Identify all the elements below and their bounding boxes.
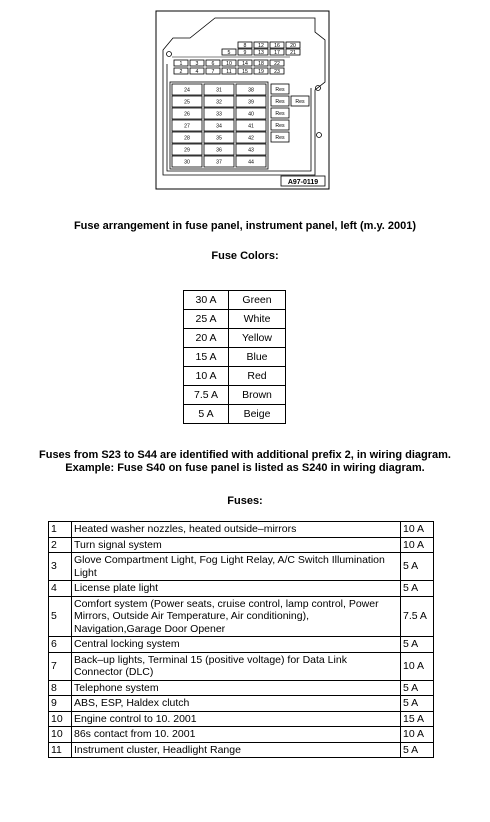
fuse-amperage: 10 A [401,652,434,680]
fuse-panel-drawing [155,10,330,190]
large-fuse-label: 41 [248,123,254,130]
small-fuse-label: 2 [179,69,183,75]
fuse-color-row [184,310,286,329]
fuse-color-row [184,405,286,424]
fuse-color-amperage: 25 A [184,310,229,329]
small-fuse-label: 19 [258,69,264,75]
reserve-label: Res [275,123,285,129]
fuse-row [49,553,434,581]
small-fuse-label: 4 [195,69,199,75]
mount-hole [317,133,322,138]
fuse-color-row [184,386,286,405]
large-fuse-label: 42 [248,135,254,142]
fuse-number: 10 [49,727,72,743]
small-fuse-label: 3 [195,61,199,67]
fuse-colors-title: Fuse Colors: [211,250,279,262]
fuse-description: Back–up lights, Terminal 15 (positive voltage) for Data Link Connector (DLC) [72,652,401,680]
fuse-color-name: Green [229,291,286,310]
small-fuse-label: 15 [242,69,248,75]
small-fuse-label: 6 [211,61,215,67]
fuse-number: 11 [49,742,72,758]
fuse-table [48,521,434,758]
small-fuse-label: 22 [274,61,280,67]
fuse-color-row [184,367,286,386]
fuse-row [49,537,434,553]
small-fuse-label: 11 [226,69,232,75]
fuse-number: 9 [49,696,72,712]
fuse-amperage: 5 A [401,581,434,597]
fuse-color-name: Brown [229,386,286,405]
fuse-amperage: 10 A [401,727,434,743]
reserve-label: Res [295,99,305,105]
fuse-amperage: 10 A [401,537,434,553]
reserve-label: Res [275,111,285,117]
fuse-color-amperage: 20 A [184,329,229,348]
fuse-row [49,680,434,696]
fuse-color-amperage: 30 A [184,291,229,310]
fuse-color-amperage: 7.5 A [184,386,229,405]
small-fuse-label: 9 [243,50,247,56]
fuse-amperage: 5 A [401,637,434,653]
fuse-amperage: 5 A [401,696,434,712]
fuse-amperage: 5 A [401,680,434,696]
small-fuse-label: 16 [274,43,280,49]
fuse-number: 3 [49,553,72,581]
small-fuse-label: 23 [274,69,280,75]
reserve-label: Res [275,99,285,105]
small-fuse-label: 20 [290,43,296,49]
small-fuse-label: 7 [211,69,215,75]
fuse-description: License plate light [72,581,401,597]
fuse-description: ABS, ESP, Haldex clutch [72,696,401,712]
large-fuse-label: 32 [216,99,222,106]
fuse-row [49,581,434,597]
fuse-color-name: Blue [229,348,286,367]
fuse-number: 5 [49,596,72,637]
large-fuse-label: 43 [248,147,254,154]
small-fuse-label: 12 [258,43,264,49]
small-fuse-label: 17 [274,50,280,56]
fuse-colors-table [183,290,286,424]
small-fuse-label: 1 [179,61,183,67]
prefix-note [0,449,490,475]
fuse-description: Comfort system (Power seats, cruise control, lamp control, Power Mirrors, Outside Air Temperature, Air conditioning), Navigation,Garage Door Opener [72,596,401,637]
fuse-row [49,696,434,712]
small-fuse-label: 21 [290,50,296,56]
fuse-number: 6 [49,637,72,653]
large-fuse-label: 40 [248,111,254,118]
fuse-color-row [184,329,286,348]
large-fuse-label: 25 [184,99,190,106]
fuse-number: 8 [49,680,72,696]
large-fuse-label: 39 [248,99,254,106]
prefix-note-line-1: Fuses from S23 to S44 are identified with additional prefix 2, in wiring diagram. [39,449,451,461]
fuse-row [49,596,434,637]
fuse-description: Engine control to 10. 2001 [72,711,401,727]
mount-hole [167,52,172,57]
small-fuse-label: 5 [227,50,231,56]
fuse-row [49,637,434,653]
fuse-color-name: Red [229,367,286,386]
diagram-caption: Fuse arrangement in fuse panel, instrument panel, left (m.y. 2001) [73,220,417,232]
large-fuse-label: 36 [216,147,222,154]
large-fuse-label: 34 [216,123,222,130]
large-fuse-label: 38 [248,87,254,94]
fuse-panel-diagram [155,10,330,190]
fuse-color-amperage: 10 A [184,367,229,386]
fuse-color-name: White [229,310,286,329]
small-fuse-label: 18 [258,61,264,67]
fuse-number: 4 [49,581,72,597]
fuse-description: 86s contact from 10. 2001 [72,727,401,743]
small-fuse-label: 14 [242,61,248,67]
small-fuse-label: 10 [226,61,232,67]
fuse-row [49,522,434,538]
small-fuse-label: 8 [243,43,247,49]
fuse-number: 7 [49,652,72,680]
large-fuse-label: 37 [216,159,222,166]
fuse-color-amperage: 15 A [184,348,229,367]
fuse-row [49,742,434,758]
fuse-description: Telephone system [72,680,401,696]
fuse-number: 1 [49,522,72,538]
small-fuse-label: 13 [258,50,264,56]
fuse-row [49,711,434,727]
fuse-row [49,727,434,743]
fuse-amperage: 5 A [401,742,434,758]
reference-tag: A97-0119 [287,179,319,186]
fuse-description: Turn signal system [72,537,401,553]
large-fuse-label: 29 [184,147,190,154]
large-fuse-label: 24 [184,87,190,94]
fuse-color-name: Beige [229,405,286,424]
fuse-description: Glove Compartment Light, Fog Light Relay, A/C Switch Illumination Light [72,553,401,581]
fuse-color-amperage: 5 A [184,405,229,424]
fuse-amperage: 5 A [401,553,434,581]
fuse-number: 10 [49,711,72,727]
fuse-description: Heated washer nozzles, heated outside–mirrors [72,522,401,538]
large-fuse-label: 26 [184,111,190,118]
large-fuse-label: 28 [184,135,190,142]
fuse-number: 2 [49,537,72,553]
fuse-color-row [184,348,286,367]
fuse-amperage: 15 A [401,711,434,727]
reserve-label: Res [275,135,285,141]
fuse-amperage: 7.5 A [401,596,434,637]
large-fuse-label: 27 [184,123,190,130]
fuse-amperage: 10 A [401,522,434,538]
fuse-row [49,652,434,680]
fuse-description: Instrument cluster, Headlight Range [72,742,401,758]
fuse-description: Central locking system [72,637,401,653]
fuse-color-name: Yellow [229,329,286,348]
fuses-title: Fuses: [227,495,263,507]
large-fuse-label: 33 [216,111,222,118]
reserve-label: Res [275,87,285,93]
large-fuse-label: 35 [216,135,222,142]
large-fuse-label: 31 [216,87,222,94]
large-fuse-label: 44 [248,159,254,166]
fuse-color-row [184,291,286,310]
large-fuse-label: 30 [184,159,190,166]
prefix-note-line-2: Example: Fuse S40 on fuse panel is listed as S240 in wiring diagram. [65,462,425,474]
